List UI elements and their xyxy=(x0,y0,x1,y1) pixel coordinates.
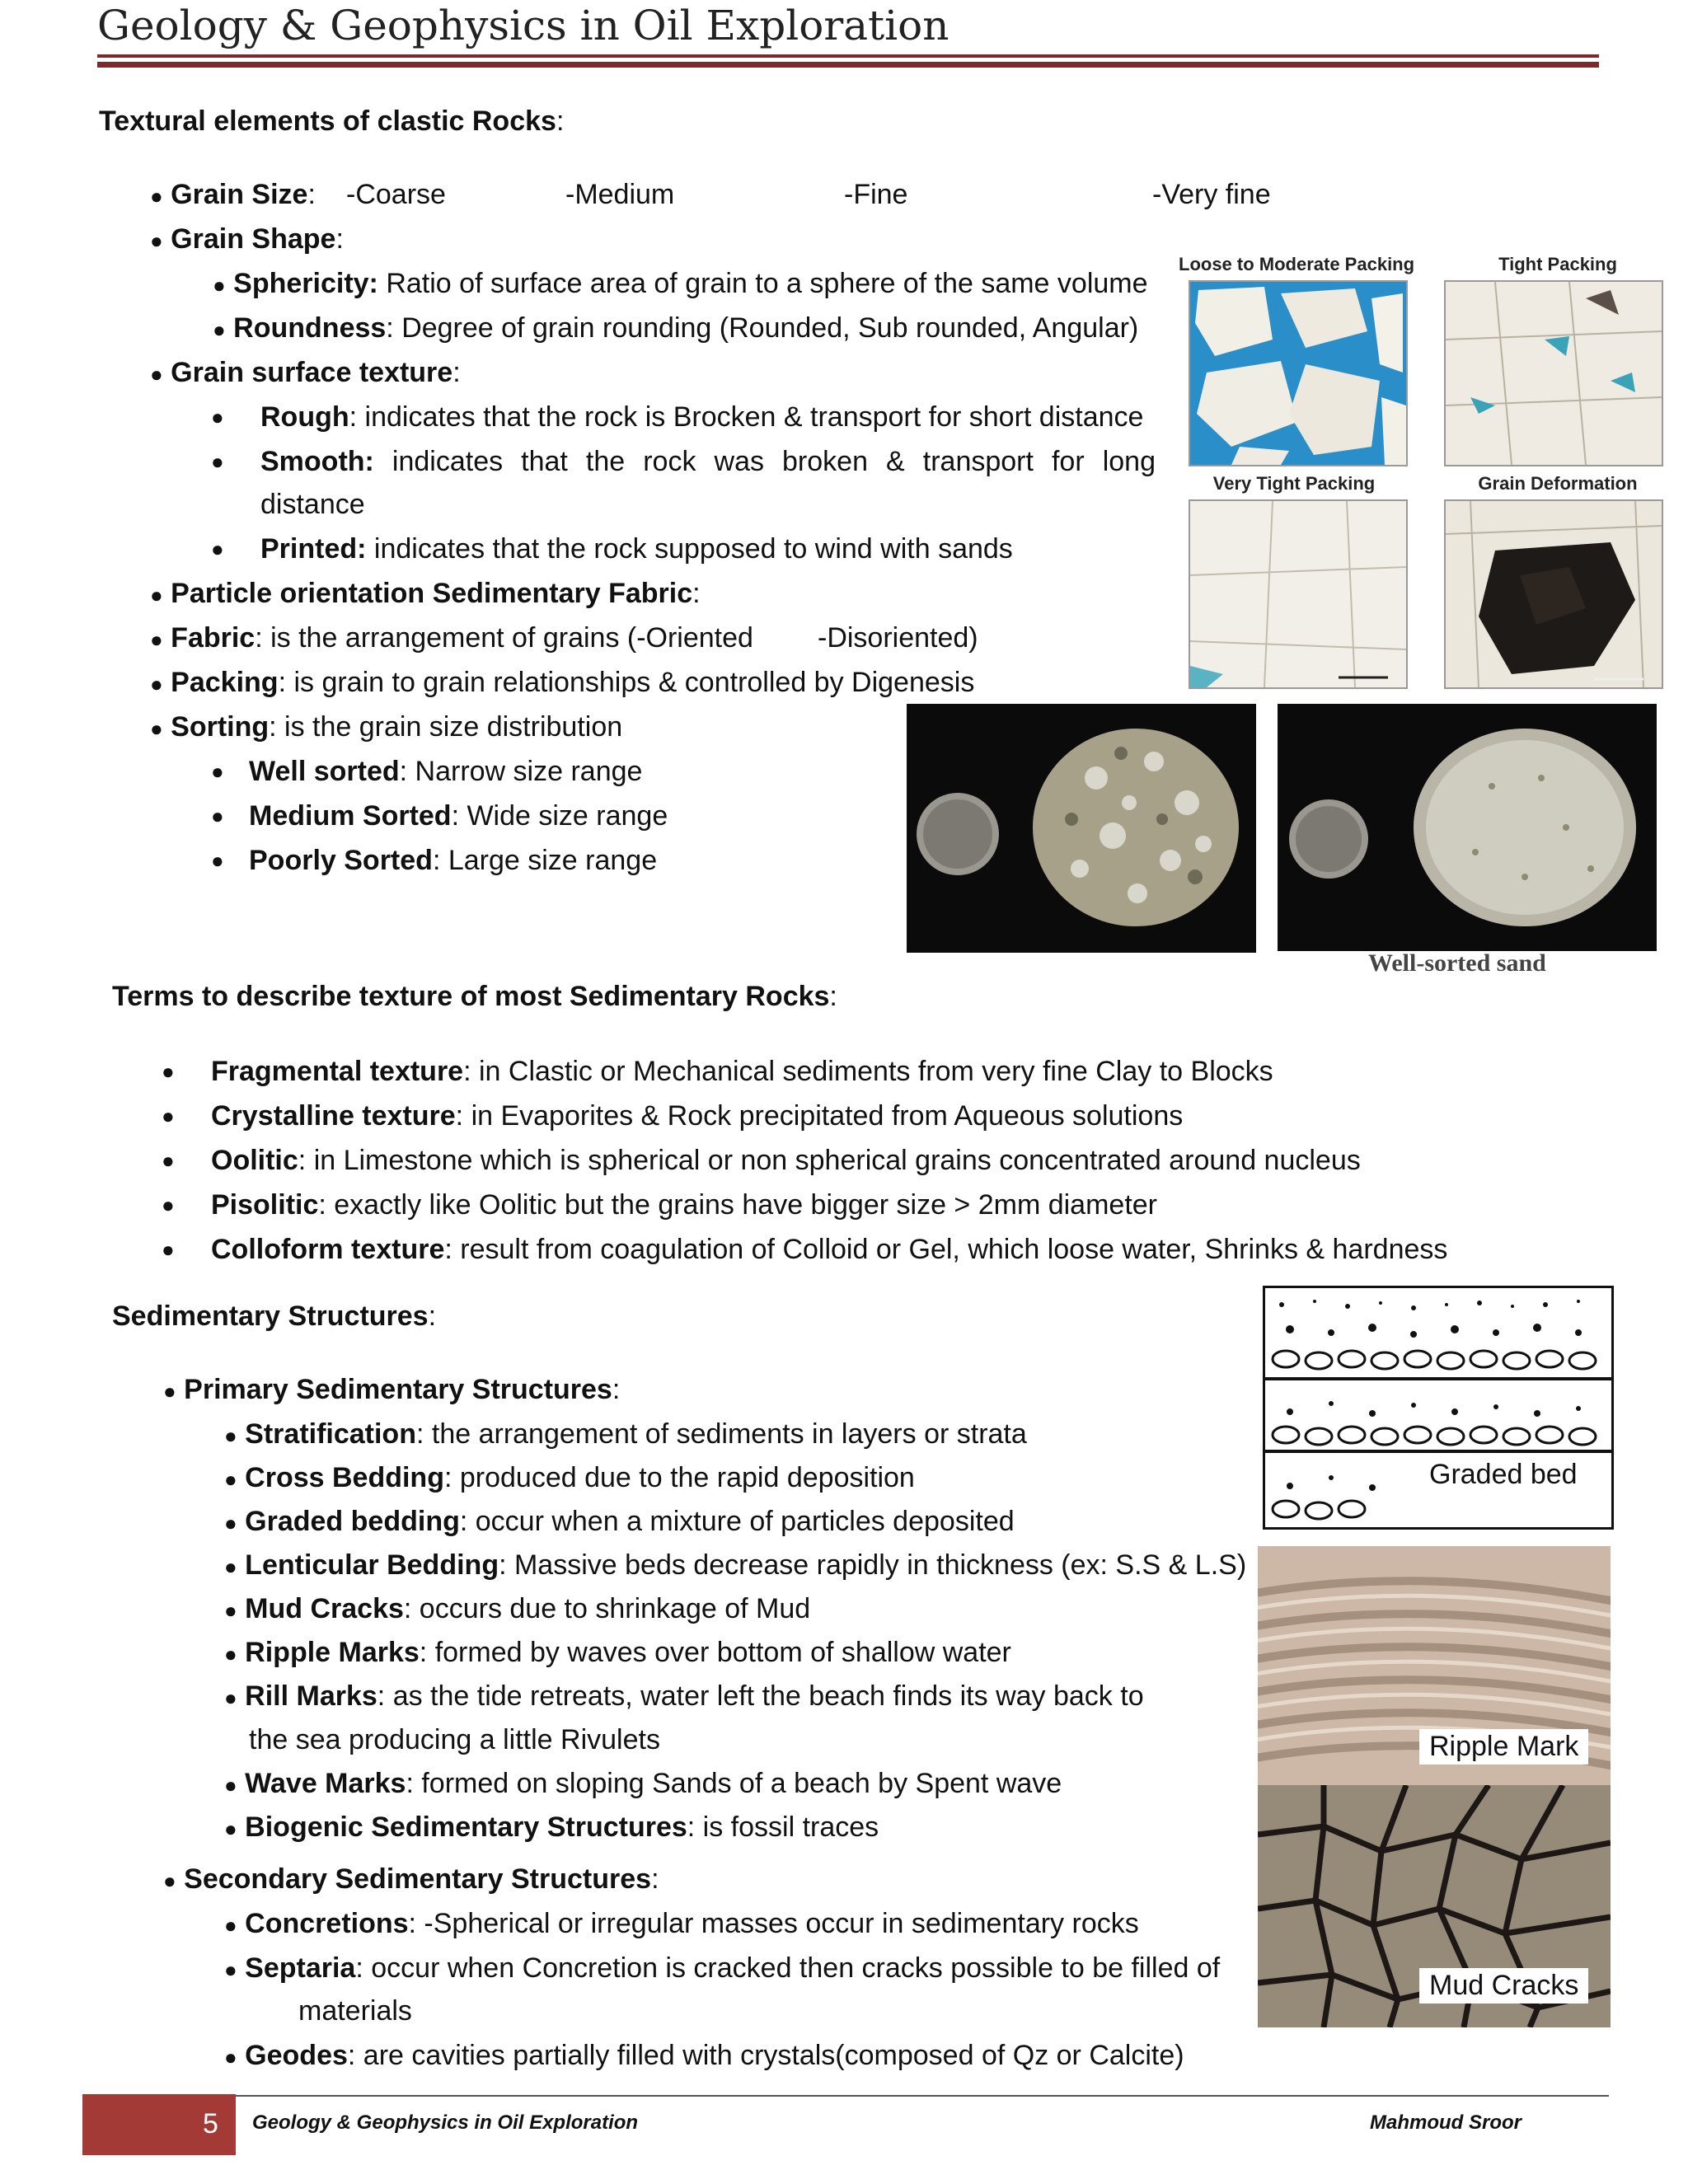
list-item-rough: Rough: indicates that the rock is Brocken & transport for short distance xyxy=(260,401,1144,433)
very-tight-packing-image xyxy=(1189,499,1408,689)
tight-packing-image xyxy=(1444,280,1663,466)
bullet: ● xyxy=(211,759,224,784)
label-ripple-mark: Ripple Mark xyxy=(1419,1729,1588,1765)
footer-rule xyxy=(236,2095,1609,2097)
list-item-grain-shape: ● Grain Shape: xyxy=(150,223,344,255)
list-item-packing: ● Packing: is grain to grain relationships & controlled by Digenesis xyxy=(150,667,975,698)
texture-term-item: Colloform texture: result from coagulation of Colloid or Gel, which loose water, Shrinks & hardness xyxy=(211,1234,1448,1265)
bullet: ● xyxy=(211,848,224,873)
grain-size-very-fine: -Very fine xyxy=(1152,179,1271,210)
list-item-sphericity: ● Sphericity: Ratio of surface area of grain to a sphere of the same volume xyxy=(213,268,1148,299)
primary-structure-item: ● Biogenic Sedimentary Structures: is fossil traces xyxy=(224,1811,879,1843)
list-item-surface-texture: ● Grain surface texture: xyxy=(150,357,461,388)
fabric-disoriented: -Disoriented) xyxy=(818,622,978,654)
bullet: ● xyxy=(211,405,224,429)
poorly-sorted-sand-image xyxy=(907,704,1256,953)
primary-structure-item: ● Ripple Marks: formed by waves over bottom of shallow water xyxy=(224,1637,1011,1668)
header-rule xyxy=(97,54,1599,58)
caption-loose-packing: Loose to Moderate Packing xyxy=(1179,254,1415,274)
caption-well-sorted-sand: Well-sorted sand xyxy=(1368,949,1546,977)
grain-deformation-image xyxy=(1444,499,1663,689)
bullet: ● xyxy=(162,1148,175,1173)
primary-structure-item: ● Stratification: the arrangement of sediments in layers or strata xyxy=(224,1418,1027,1450)
list-item-sorting: ● Sorting: is the grain size distribution xyxy=(150,711,623,743)
grain-size-fine: -Fine xyxy=(844,179,908,210)
list-item-septaria: ● Septaria: occur when Concretion is cracked then cracks possible to be filled of xyxy=(224,1952,1221,1984)
bullet: ● xyxy=(162,1193,175,1217)
header-title: Geology & Geophysics in Oil Exploration xyxy=(97,2,950,49)
primary-structure-item: ● Wave Marks: formed on sloping Sands of a beach by Spent wave xyxy=(224,1768,1062,1799)
primary-structure-item: ● Cross Bedding: produced due to the rapid deposition xyxy=(224,1462,915,1493)
caption-grain-deformation: Grain Deformation xyxy=(1478,473,1638,494)
bullet: ● xyxy=(211,537,224,561)
section-heading-terms: Terms to describe texture of most Sedimentary Rocks: xyxy=(112,981,837,1012)
list-item-printed: Printed: indicates that the rock supposed to wind with sands xyxy=(260,533,1013,565)
list-item-orientation: ● Particle orientation Sedimentary Fabric: xyxy=(150,578,701,609)
list-item-smooth-cont: distance xyxy=(260,489,365,520)
texture-term-item: Crystalline texture: in Evaporites & Rock precipitated from Aqueous solutions xyxy=(211,1100,1184,1132)
list-item-medium-sorted: Medium Sorted: Wide size range xyxy=(249,800,668,832)
primary-structure-item: ● Graded bedding: occur when a mixture of particles deposited xyxy=(224,1506,1015,1537)
section-heading-textural: Textural elements of clastic Rocks: xyxy=(99,105,565,137)
list-item-fabric: ● Fabric: is the arrangement of grains (-Oriented xyxy=(150,622,753,654)
footer-author: Mahmoud Sroor xyxy=(1370,2111,1522,2134)
bullet: ● xyxy=(162,1104,175,1128)
caption-very-tight-packing: Very Tight Packing xyxy=(1212,473,1376,494)
list-item-secondary: ● Secondary Sedimentary Structures: xyxy=(163,1863,659,1895)
primary-structure-item: ● Lenticular Bedding: Massive beds decrease rapidly in thickness (ex: S.S & L.S) xyxy=(224,1549,1247,1581)
header-rule-thick xyxy=(97,62,1599,68)
primary-structure-item-cont: the sea producing a little Rivulets xyxy=(249,1724,660,1755)
primary-structure-item: ● Rill Marks: as the tide retreats, water left the beach finds its way back to xyxy=(224,1680,1144,1712)
label-graded-bed: Graded bed xyxy=(1419,1457,1587,1493)
bullet: ● xyxy=(211,449,224,474)
page-number: 5 xyxy=(203,2108,218,2139)
grain-size-coarse: -Coarse xyxy=(346,179,446,210)
list-item-well-sorted: Well sorted: Narrow size range xyxy=(249,756,643,787)
list-item-primary: ● Primary Sedimentary Structures: xyxy=(163,1374,621,1405)
graded-bed-image xyxy=(1263,1286,1614,1530)
section-heading-structures: Sedimentary Structures: xyxy=(112,1301,437,1332)
list-item-septaria-cont: materials xyxy=(298,1995,412,2027)
texture-term-item: Oolitic: in Limestone which is spherical or non spherical grains concentrated around nucleus xyxy=(211,1145,1361,1176)
bullet: ● xyxy=(162,1059,175,1084)
loose-packing-image xyxy=(1189,280,1408,466)
bullet: ● xyxy=(162,1237,175,1262)
bullet: ● xyxy=(211,804,224,828)
footer-title: Geology & Geophysics in Oil Exploration xyxy=(252,2111,639,2134)
list-item-grain-size: ● Grain Size: xyxy=(150,179,316,210)
list-item-poorly-sorted: Poorly Sorted: Large size range xyxy=(249,845,658,876)
texture-term-item: Pisolitic: exactly like Oolitic but the grains have bigger size > 2mm diameter xyxy=(211,1189,1158,1221)
list-item-roundness: ● Roundness: Degree of grain rounding (Rounded, Sub rounded, Angular) xyxy=(213,312,1139,344)
caption-tight-packing: Tight Packing xyxy=(1498,254,1617,274)
list-item-concretions: ● Concretions: -Spherical or irregular masses occur in sedimentary rocks xyxy=(224,1908,1139,1939)
primary-structure-item: ● Mud Cracks: occurs due to shrinkage of Mud xyxy=(224,1593,811,1624)
list-item-smooth: Smooth: indicates that the rock was broken & transport for long xyxy=(260,446,1156,477)
list-item-geodes: ● Geodes: are cavities partially filled with crystals(composed of Qz or Calcite) xyxy=(224,2040,1184,2071)
texture-term-item: Fragmental texture: in Clastic or Mechanical sediments from very fine Clay to Blocks xyxy=(211,1056,1273,1087)
well-sorted-sand-image xyxy=(1278,704,1657,951)
grain-size-medium: -Medium xyxy=(565,179,675,210)
label-mud-cracks: Mud Cracks xyxy=(1419,1968,1588,2004)
